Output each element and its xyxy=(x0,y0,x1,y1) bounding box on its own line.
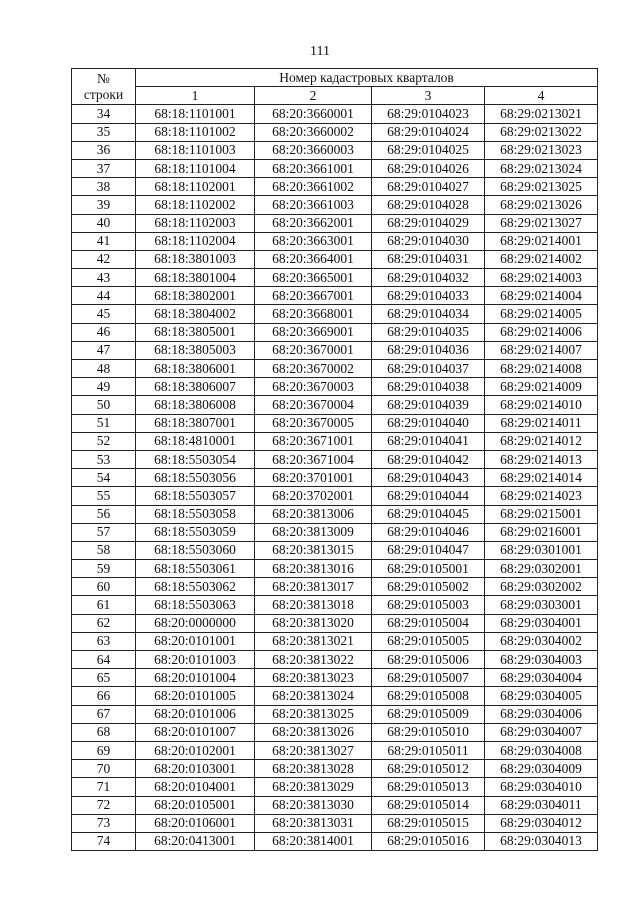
quarter-col-2-cell: 68:20:3813023 xyxy=(255,669,372,687)
quarter-col-1-cell: 68:20:0104001 xyxy=(136,778,255,796)
table-row xyxy=(72,323,598,341)
row-number-cell: 74 xyxy=(72,832,136,850)
table-row xyxy=(72,560,598,578)
quarter-col-4-cell: 68:29:0304006 xyxy=(485,705,598,723)
column-header-1: 1 xyxy=(136,87,255,105)
table-row xyxy=(72,614,598,632)
table-row xyxy=(72,760,598,778)
table-row xyxy=(72,778,598,796)
quarter-col-2-cell: 68:20:3670002 xyxy=(255,360,372,378)
row-number-cell: 58 xyxy=(72,541,136,559)
quarter-col-2-cell: 68:20:3661001 xyxy=(255,159,372,177)
quarter-col-4-cell: 68:29:0213021 xyxy=(485,105,598,123)
row-number-cell: 55 xyxy=(72,487,136,505)
quarter-col-2-cell: 68:20:3670005 xyxy=(255,414,372,432)
quarter-col-3-cell: 68:29:0105015 xyxy=(372,814,485,832)
table-row xyxy=(72,141,598,159)
quarter-col-2-cell: 68:20:3660003 xyxy=(255,141,372,159)
quarter-col-3-cell: 68:29:0104045 xyxy=(372,505,485,523)
table-row xyxy=(72,469,598,487)
row-number-cell: 37 xyxy=(72,159,136,177)
quarter-col-2-cell: 68:20:3813026 xyxy=(255,723,372,741)
table-row xyxy=(72,596,598,614)
quarter-col-3-cell: 68:29:0104046 xyxy=(372,523,485,541)
quarter-col-3-cell: 68:29:0105006 xyxy=(372,651,485,669)
quarter-col-3-cell: 68:29:0104044 xyxy=(372,487,485,505)
quarter-col-2-cell: 68:20:3813018 xyxy=(255,596,372,614)
quarter-col-4-cell: 68:29:0214001 xyxy=(485,232,598,250)
quarter-col-4-cell: 68:29:0304001 xyxy=(485,614,598,632)
quarter-col-3-cell: 68:29:0104039 xyxy=(372,396,485,414)
quarter-col-1-cell: 68:18:3801004 xyxy=(136,269,255,287)
row-number-cell: 48 xyxy=(72,360,136,378)
quarter-col-3-cell: 68:29:0104032 xyxy=(372,269,485,287)
quarter-col-1-cell: 68:18:5503054 xyxy=(136,450,255,468)
quarter-col-2-cell: 68:20:3660001 xyxy=(255,105,372,123)
quarter-col-3-cell: 68:29:0104036 xyxy=(372,341,485,359)
quarter-col-3-cell: 68:29:0105008 xyxy=(372,687,485,705)
quarter-col-4-cell: 68:29:0214008 xyxy=(485,360,598,378)
quarter-col-1-cell: 68:18:5503062 xyxy=(136,578,255,596)
row-number-header xyxy=(72,69,136,105)
quarter-col-4-cell: 68:29:0214006 xyxy=(485,323,598,341)
quarter-col-4-cell: 68:29:0302002 xyxy=(485,578,598,596)
row-number-cell: 54 xyxy=(72,469,136,487)
quarter-col-3-cell: 68:29:0104028 xyxy=(372,196,485,214)
quarter-col-1-cell: 68:18:3805001 xyxy=(136,323,255,341)
quarter-col-1-cell: 68:18:1102004 xyxy=(136,232,255,250)
quarter-col-2-cell: 68:20:3661002 xyxy=(255,178,372,196)
table-row xyxy=(72,196,598,214)
quarter-col-1-cell: 68:20:0105001 xyxy=(136,796,255,814)
quarter-col-2-cell: 68:20:3813025 xyxy=(255,705,372,723)
row-number-cell: 71 xyxy=(72,778,136,796)
quarter-col-1-cell: 68:18:5503060 xyxy=(136,541,255,559)
quarter-col-4-cell: 68:29:0304011 xyxy=(485,796,598,814)
quarter-col-3-cell: 68:29:0104026 xyxy=(372,159,485,177)
quarter-col-2-cell: 68:20:3813024 xyxy=(255,687,372,705)
quarter-col-1-cell: 68:18:1102001 xyxy=(136,178,255,196)
row-number-cell: 56 xyxy=(72,505,136,523)
table-row xyxy=(72,541,598,559)
quarter-col-2-cell: 68:20:3663001 xyxy=(255,232,372,250)
table-row xyxy=(72,341,598,359)
row-number-cell: 40 xyxy=(72,214,136,232)
table-row xyxy=(72,232,598,250)
row-number-cell: 42 xyxy=(72,250,136,268)
quarter-col-2-cell: 68:20:3813017 xyxy=(255,578,372,596)
quarter-col-1-cell: 68:18:1101002 xyxy=(136,123,255,141)
quarter-col-2-cell: 68:20:3669001 xyxy=(255,323,372,341)
quarter-col-1-cell: 68:20:0106001 xyxy=(136,814,255,832)
row-number-cell: 38 xyxy=(72,178,136,196)
table-row xyxy=(72,523,598,541)
quarter-col-1-cell: 68:20:0000000 xyxy=(136,614,255,632)
table-row xyxy=(72,432,598,450)
row-number-cell: 63 xyxy=(72,632,136,650)
column-header-2: 2 xyxy=(255,87,372,105)
table-row xyxy=(72,578,598,596)
quarter-col-3-cell: 68:29:0104040 xyxy=(372,414,485,432)
table-row xyxy=(72,360,598,378)
quarter-col-4-cell: 68:29:0304012 xyxy=(485,814,598,832)
row-number-cell: 51 xyxy=(72,414,136,432)
quarter-col-3-cell: 68:29:0104038 xyxy=(372,378,485,396)
table-row xyxy=(72,741,598,759)
quarter-col-1-cell: 68:18:5503056 xyxy=(136,469,255,487)
quarter-col-3-cell: 68:29:0104047 xyxy=(372,541,485,559)
row-number-cell: 62 xyxy=(72,614,136,632)
column-header-3: 3 xyxy=(372,87,485,105)
quarter-col-2-cell: 68:20:3813020 xyxy=(255,614,372,632)
quarter-col-2-cell: 68:20:3660002 xyxy=(255,123,372,141)
quarter-col-2-cell: 68:20:3665001 xyxy=(255,269,372,287)
row-number-cell: 61 xyxy=(72,596,136,614)
quarter-col-3-cell: 68:29:0104024 xyxy=(372,123,485,141)
quarter-col-4-cell: 68:29:0213023 xyxy=(485,141,598,159)
quarter-col-2-cell: 68:20:3813015 xyxy=(255,541,372,559)
quarter-col-1-cell: 68:18:5503058 xyxy=(136,505,255,523)
row-number-cell: 73 xyxy=(72,814,136,832)
table-row xyxy=(72,450,598,468)
quarter-col-3-cell: 68:29:0105007 xyxy=(372,669,485,687)
quarter-col-4-cell: 68:29:0214023 xyxy=(485,487,598,505)
quarter-col-2-cell: 68:20:3661003 xyxy=(255,196,372,214)
table-row xyxy=(72,269,598,287)
quarter-col-2-cell: 68:20:3813029 xyxy=(255,778,372,796)
table-row xyxy=(72,396,598,414)
quarter-col-4-cell: 68:29:0304008 xyxy=(485,741,598,759)
quarter-col-3-cell: 68:29:0105011 xyxy=(372,741,485,759)
quarter-col-2-cell: 68:20:3667001 xyxy=(255,287,372,305)
quarter-col-3-cell: 68:29:0104043 xyxy=(372,469,485,487)
quarter-col-3-cell: 68:29:0105010 xyxy=(372,723,485,741)
table-row xyxy=(72,687,598,705)
quarter-col-4-cell: 68:29:0214012 xyxy=(485,432,598,450)
quarter-col-1-cell: 68:18:5503057 xyxy=(136,487,255,505)
quarter-col-1-cell: 68:18:1101004 xyxy=(136,159,255,177)
quarter-col-4-cell: 68:29:0213024 xyxy=(485,159,598,177)
row-number-cell: 59 xyxy=(72,560,136,578)
row-number-cell: 64 xyxy=(72,651,136,669)
row-number-cell: 50 xyxy=(72,396,136,414)
row-number-cell: 47 xyxy=(72,341,136,359)
row-number-cell: 52 xyxy=(72,432,136,450)
quarter-col-2-cell: 68:20:3813031 xyxy=(255,814,372,832)
row-number-cell: 39 xyxy=(72,196,136,214)
row-number-cell: 72 xyxy=(72,796,136,814)
quarter-col-2-cell: 68:20:3670001 xyxy=(255,341,372,359)
quarter-col-2-cell: 68:20:3671001 xyxy=(255,432,372,450)
row-number-header-line1: № xyxy=(97,70,110,86)
table-row xyxy=(72,832,598,850)
quarter-col-1-cell: 68:18:1102002 xyxy=(136,196,255,214)
cadastral-quarters-table xyxy=(71,68,598,851)
table-row xyxy=(72,123,598,141)
quarter-col-3-cell: 68:29:0105013 xyxy=(372,778,485,796)
quarter-col-1-cell: 68:20:0101001 xyxy=(136,632,255,650)
table-row xyxy=(72,287,598,305)
quarter-col-4-cell: 68:29:0214010 xyxy=(485,396,598,414)
quarter-col-3-cell: 68:29:0105012 xyxy=(372,760,485,778)
table-row xyxy=(72,159,598,177)
table-row xyxy=(72,305,598,323)
quarter-col-4-cell: 68:29:0304002 xyxy=(485,632,598,650)
quarter-col-3-cell: 68:29:0104037 xyxy=(372,360,485,378)
table-row xyxy=(72,651,598,669)
table-row xyxy=(72,632,598,650)
row-number-cell: 44 xyxy=(72,287,136,305)
quarter-col-1-cell: 68:18:3806008 xyxy=(136,396,255,414)
quarter-col-1-cell: 68:18:3805003 xyxy=(136,341,255,359)
quarter-col-4-cell: 68:29:0214014 xyxy=(485,469,598,487)
column-header-4: 4 xyxy=(485,87,598,105)
table-row xyxy=(72,705,598,723)
row-number-cell: 53 xyxy=(72,450,136,468)
page-number: 111 xyxy=(310,44,330,59)
quarter-col-4-cell: 68:29:0213022 xyxy=(485,123,598,141)
quarter-col-1-cell: 68:20:0101004 xyxy=(136,669,255,687)
quarter-col-1-cell: 68:18:3802001 xyxy=(136,287,255,305)
quarter-col-1-cell: 68:18:3807001 xyxy=(136,414,255,432)
quarter-col-1-cell: 68:20:0101006 xyxy=(136,705,255,723)
cadastral-group-header: Номер кадастровых кварталов xyxy=(136,69,598,87)
quarter-col-1-cell: 68:18:5503061 xyxy=(136,560,255,578)
table-row xyxy=(72,796,598,814)
quarter-col-4-cell: 68:29:0213025 xyxy=(485,178,598,196)
quarter-col-4-cell: 68:29:0213026 xyxy=(485,196,598,214)
row-number-cell: 45 xyxy=(72,305,136,323)
quarter-col-1-cell: 68:18:5503059 xyxy=(136,523,255,541)
table-row xyxy=(72,378,598,396)
quarter-col-1-cell: 68:18:1101003 xyxy=(136,141,255,159)
table-row xyxy=(72,250,598,268)
quarter-col-3-cell: 68:29:0104030 xyxy=(372,232,485,250)
header-row-columns xyxy=(72,87,598,105)
quarter-col-2-cell: 68:20:3813022 xyxy=(255,651,372,669)
quarter-col-3-cell: 68:29:0104035 xyxy=(372,323,485,341)
quarter-col-3-cell: 68:29:0105005 xyxy=(372,632,485,650)
quarter-col-2-cell: 68:20:3813030 xyxy=(255,796,372,814)
quarter-col-1-cell: 68:20:0101005 xyxy=(136,687,255,705)
quarter-col-4-cell: 68:29:0304009 xyxy=(485,760,598,778)
quarter-col-3-cell: 68:29:0105014 xyxy=(372,796,485,814)
quarter-col-1-cell: 68:18:5503063 xyxy=(136,596,255,614)
quarter-col-2-cell: 68:20:3813006 xyxy=(255,505,372,523)
quarter-col-2-cell: 68:20:3670004 xyxy=(255,396,372,414)
quarter-col-4-cell: 68:29:0214003 xyxy=(485,269,598,287)
quarter-col-3-cell: 68:29:0104033 xyxy=(372,287,485,305)
table-row xyxy=(72,814,598,832)
quarter-col-4-cell: 68:29:0302001 xyxy=(485,560,598,578)
quarter-col-2-cell: 68:20:3813028 xyxy=(255,760,372,778)
quarter-col-3-cell: 68:29:0105004 xyxy=(372,614,485,632)
row-number-cell: 69 xyxy=(72,741,136,759)
quarter-col-4-cell: 68:29:0304003 xyxy=(485,651,598,669)
quarter-col-3-cell: 68:29:0105009 xyxy=(372,705,485,723)
quarter-col-4-cell: 68:29:0214005 xyxy=(485,305,598,323)
quarter-col-2-cell: 68:20:3662001 xyxy=(255,214,372,232)
quarter-col-4-cell: 68:29:0216001 xyxy=(485,523,598,541)
quarter-col-4-cell: 68:29:0303001 xyxy=(485,596,598,614)
quarter-col-4-cell: 68:29:0215001 xyxy=(485,505,598,523)
quarter-col-1-cell: 68:20:0102001 xyxy=(136,741,255,759)
table-row xyxy=(72,214,598,232)
row-number-cell: 46 xyxy=(72,323,136,341)
quarter-col-3-cell: 68:29:0105016 xyxy=(372,832,485,850)
quarter-col-4-cell: 68:29:0214011 xyxy=(485,414,598,432)
quarter-col-2-cell: 68:20:3671004 xyxy=(255,450,372,468)
quarter-col-3-cell: 68:29:0104042 xyxy=(372,450,485,468)
quarter-col-4-cell: 68:29:0214004 xyxy=(485,287,598,305)
row-number-header-line2: строки xyxy=(83,86,124,102)
row-number-cell: 67 xyxy=(72,705,136,723)
table-row xyxy=(72,487,598,505)
quarter-col-1-cell: 68:18:3801003 xyxy=(136,250,255,268)
quarter-col-4-cell: 68:29:0214007 xyxy=(485,341,598,359)
quarter-col-3-cell: 68:29:0104029 xyxy=(372,214,485,232)
quarter-col-2-cell: 68:20:3664001 xyxy=(255,250,372,268)
row-number-cell: 70 xyxy=(72,760,136,778)
quarter-col-2-cell: 68:20:3702001 xyxy=(255,487,372,505)
quarter-col-3-cell: 68:29:0104041 xyxy=(372,432,485,450)
header-row-group xyxy=(72,69,598,87)
table-row xyxy=(72,178,598,196)
table-row xyxy=(72,105,598,123)
row-number-cell: 66 xyxy=(72,687,136,705)
quarter-col-1-cell: 68:18:1102003 xyxy=(136,214,255,232)
table-row xyxy=(72,669,598,687)
quarter-col-2-cell: 68:20:3668001 xyxy=(255,305,372,323)
quarter-col-4-cell: 68:29:0304005 xyxy=(485,687,598,705)
quarter-col-2-cell: 68:20:3701001 xyxy=(255,469,372,487)
quarter-col-2-cell: 68:20:3813009 xyxy=(255,523,372,541)
quarter-col-4-cell: 68:29:0304013 xyxy=(485,832,598,850)
quarter-col-4-cell: 68:29:0214002 xyxy=(485,250,598,268)
quarter-col-4-cell: 68:29:0214013 xyxy=(485,450,598,468)
quarter-col-1-cell: 68:20:0413001 xyxy=(136,832,255,850)
quarter-col-1-cell: 68:20:0103001 xyxy=(136,760,255,778)
quarter-col-4-cell: 68:29:0301001 xyxy=(485,541,598,559)
quarter-col-3-cell: 68:29:0105001 xyxy=(372,560,485,578)
quarter-col-3-cell: 68:29:0105002 xyxy=(372,578,485,596)
quarter-col-4-cell: 68:29:0304007 xyxy=(485,723,598,741)
row-number-cell: 41 xyxy=(72,232,136,250)
quarter-col-1-cell: 68:18:4810001 xyxy=(136,432,255,450)
row-number-cell: 57 xyxy=(72,523,136,541)
quarter-col-4-cell: 68:29:0213027 xyxy=(485,214,598,232)
quarter-col-4-cell: 68:29:0304010 xyxy=(485,778,598,796)
row-number-cell: 68 xyxy=(72,723,136,741)
quarter-col-4-cell: 68:29:0214009 xyxy=(485,378,598,396)
quarter-col-1-cell: 68:20:0101003 xyxy=(136,651,255,669)
row-number-cell: 65 xyxy=(72,669,136,687)
quarter-col-3-cell: 68:29:0104031 xyxy=(372,250,485,268)
quarter-col-4-cell: 68:29:0304004 xyxy=(485,669,598,687)
quarter-col-3-cell: 68:29:0104025 xyxy=(372,141,485,159)
row-number-cell: 60 xyxy=(72,578,136,596)
quarter-col-2-cell: 68:20:3813021 xyxy=(255,632,372,650)
quarter-col-1-cell: 68:20:0101007 xyxy=(136,723,255,741)
table-row xyxy=(72,414,598,432)
quarter-col-1-cell: 68:18:3804002 xyxy=(136,305,255,323)
table-row xyxy=(72,505,598,523)
quarter-col-2-cell: 68:20:3813027 xyxy=(255,741,372,759)
row-number-cell: 34 xyxy=(72,105,136,123)
row-number-cell: 35 xyxy=(72,123,136,141)
quarter-col-2-cell: 68:20:3813016 xyxy=(255,560,372,578)
quarter-col-3-cell: 68:29:0104034 xyxy=(372,305,485,323)
row-number-cell: 43 xyxy=(72,269,136,287)
quarter-col-3-cell: 68:29:0104023 xyxy=(372,105,485,123)
quarter-col-1-cell: 68:18:1101001 xyxy=(136,105,255,123)
quarter-col-1-cell: 68:18:3806001 xyxy=(136,360,255,378)
quarter-col-2-cell: 68:20:3670003 xyxy=(255,378,372,396)
table-row xyxy=(72,723,598,741)
quarter-col-2-cell: 68:20:3814001 xyxy=(255,832,372,850)
row-number-cell: 49 xyxy=(72,378,136,396)
table-body xyxy=(72,105,598,851)
quarter-col-3-cell: 68:29:0105003 xyxy=(372,596,485,614)
quarter-col-1-cell: 68:18:3806007 xyxy=(136,378,255,396)
row-number-cell: 36 xyxy=(72,141,136,159)
quarter-col-3-cell: 68:29:0104027 xyxy=(372,178,485,196)
